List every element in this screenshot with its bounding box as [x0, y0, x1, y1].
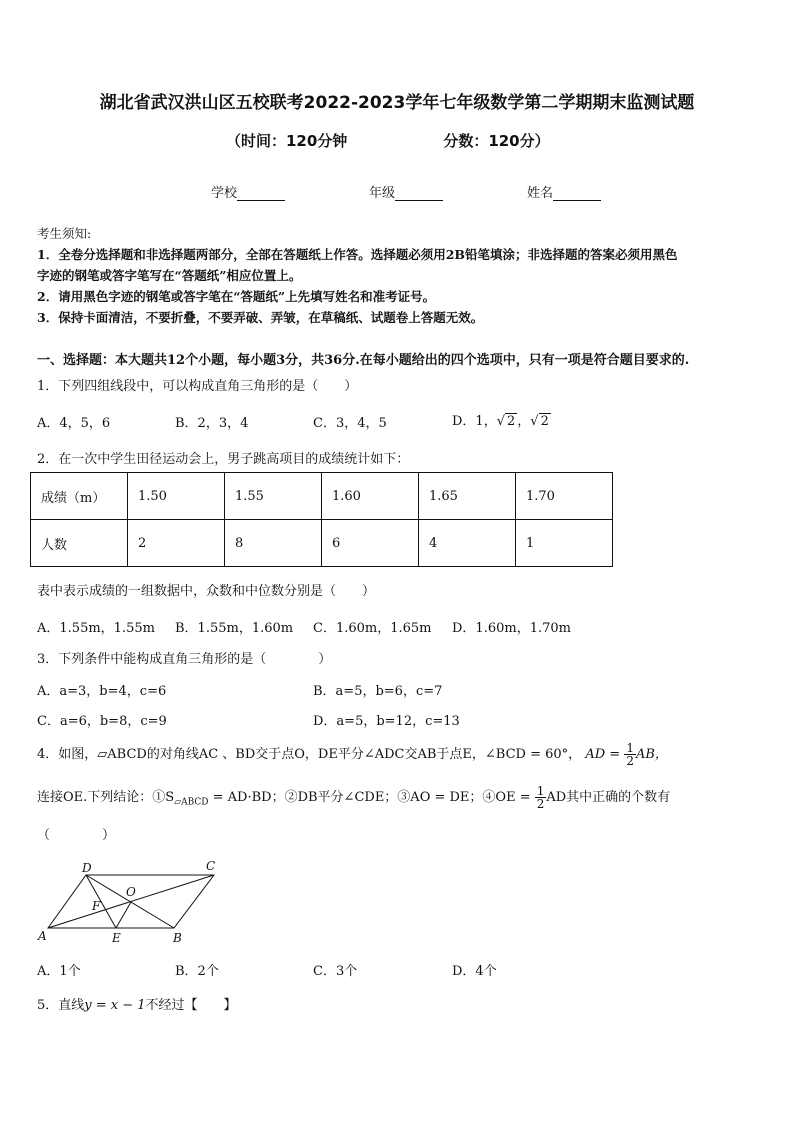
label-f: F — [92, 899, 101, 913]
table-cell: 成绩（m） — [31, 473, 128, 520]
q4-line1-c: AB， — [635, 747, 668, 762]
table-row — [31, 473, 613, 520]
exam-time: （时间：120分钟 — [226, 132, 348, 150]
diagonal-ac — [48, 875, 214, 928]
q4-line2-b: = AD·BD；②DB平分∠CDE；③AO = DE；④OE = — [208, 790, 531, 805]
q1-option-a: A．4，5，6 — [37, 416, 111, 431]
q1-d-sep: ， — [517, 414, 531, 429]
q4-option-d: D．4个 — [452, 964, 497, 979]
q3-option-b: B．a=5，b=6，c=7 — [313, 684, 443, 699]
grade-label: 年级 — [369, 186, 396, 201]
note-2: 2．请用黑色字迹的钢笔或答字笔在“答题纸”上先填写姓名和准考证号。 — [37, 289, 436, 304]
q4-line2-c: AD其中正确的个数有 — [546, 790, 671, 805]
q4-line2-a: 连接OE.下列结论：①S — [37, 790, 175, 805]
q1-option-b: B．2，3，4 — [175, 416, 249, 431]
q4-line3: （ ） — [37, 828, 116, 843]
q3-option-a: A．a=3，b=4，c=6 — [37, 684, 167, 699]
label-d: D — [82, 861, 92, 875]
q4-line2 — [37, 785, 670, 810]
q1-option-d — [452, 410, 551, 429]
q2-question: 表中表示成绩的一组数据中，众数和中位数分别是（ ） — [37, 584, 376, 599]
q5-stem-a: 5．直线 — [37, 998, 85, 1013]
q4-line1-b: AD = — [585, 747, 621, 762]
q3-stem: 3．下列条件中能构成直角三角形的是（ ） — [37, 652, 332, 667]
q5-stem-b: 不经过【 】 — [145, 998, 237, 1013]
notes-heading: 考生须知: — [37, 226, 92, 241]
q2-option-a: A．1.55m，1.55m — [37, 621, 155, 636]
sqrt-2-a: √ 2 — [496, 414, 516, 429]
table-cell: 2 — [128, 520, 225, 567]
q2-option-b: B．1.55m，1.60m — [175, 621, 294, 636]
table-cell: 1.50 — [128, 473, 225, 520]
q4-option-a: A．1个 — [37, 964, 81, 979]
page-title: 湖北省武汉洪山区五校联考2022-2023学年七年级数学第二学期期末监测试题 — [99, 93, 695, 113]
score-table — [30, 472, 613, 567]
q4-line1-a: 4．如图，▱ABCD的对角线AC 、BD交于点O，DE平分∠ADC交AB于点E，∠BCD = 60°， — [37, 747, 582, 762]
q4-line1 — [37, 742, 668, 767]
q5-equation: y = x − 1 — [84, 998, 146, 1013]
name-label: 姓名 — [527, 186, 554, 201]
note-1a: 1．全卷分选择题和非选择题两部分，全部在答题纸上作答。选择题必须用2B铅笔填涂；非选择题的答案必须用黑色 — [37, 247, 678, 262]
q2-stem: 2．在一次中学生田径运动会上，男子跳高项目的成绩统计如下： — [37, 452, 410, 467]
label-o: O — [126, 885, 136, 899]
label-b: B — [173, 931, 182, 945]
sqrt-2-b: √ 2 — [530, 414, 549, 429]
q5-stem — [37, 994, 237, 1013]
note-3: 3．保持卡面清洁，不要折叠，不要弄破、弄皱，在草稿纸、试题卷上答题无效。 — [37, 310, 484, 325]
grade-blank — [395, 186, 443, 201]
table-cell: 6 — [322, 520, 419, 567]
label-c: C — [206, 859, 216, 873]
q1-option-c: C．3，4，5 — [313, 416, 387, 431]
q4-option-c: C．3个 — [313, 964, 358, 979]
table-cell: 8 — [225, 520, 322, 567]
parallelogram-figure — [36, 858, 226, 948]
segment-de — [86, 875, 116, 928]
note-1b: 字迹的钢笔或答字笔写在“答题纸”相应位置上。 — [37, 268, 302, 283]
table-row — [31, 520, 613, 567]
student-fields — [211, 182, 601, 201]
exam-info — [226, 130, 550, 151]
name-blank — [553, 186, 601, 201]
q1-stem: 1．下列四组线段中，可以构成直角三角形的是（ ） — [37, 379, 358, 394]
fraction-half-2: $\frac{1}{2}$ — [536, 784, 545, 811]
q3-option-d: D．a=5，b=12，c=13 — [313, 714, 460, 729]
exam-score: 分数：120分） — [443, 132, 550, 150]
table-cell: 1.70 — [516, 473, 613, 520]
table-cell: 人数 — [31, 520, 128, 567]
label-a: A — [38, 929, 47, 943]
table-cell: 1 — [516, 520, 613, 567]
q4-option-b: B．2个 — [175, 964, 219, 979]
school-label: 学校 — [211, 186, 238, 201]
table-cell: 1.65 — [419, 473, 516, 520]
fraction-half: $\frac{1}{2}$ — [626, 741, 634, 768]
table-cell: 4 — [419, 520, 516, 567]
q3-option-c: C．a=6，b=8，c=9 — [37, 714, 167, 729]
q2-option-d: D．1.60m，1.70m — [452, 621, 571, 636]
table-cell: 1.55 — [225, 473, 322, 520]
school-blank — [237, 186, 285, 201]
table-cell: 1.60 — [322, 473, 419, 520]
q1-d-prefix: D．1， — [452, 414, 497, 429]
label-e: E — [112, 931, 121, 945]
q2-option-c: C．1.60m，1.65m — [313, 621, 432, 636]
section-heading: 一、选择题：本大题共12个小题，每小题3分，共36分.在每小题给出的四个选项中，只有一项是符合题目要求的. — [37, 353, 690, 368]
q4-line2-sub: ▱ABCD — [174, 797, 209, 808]
